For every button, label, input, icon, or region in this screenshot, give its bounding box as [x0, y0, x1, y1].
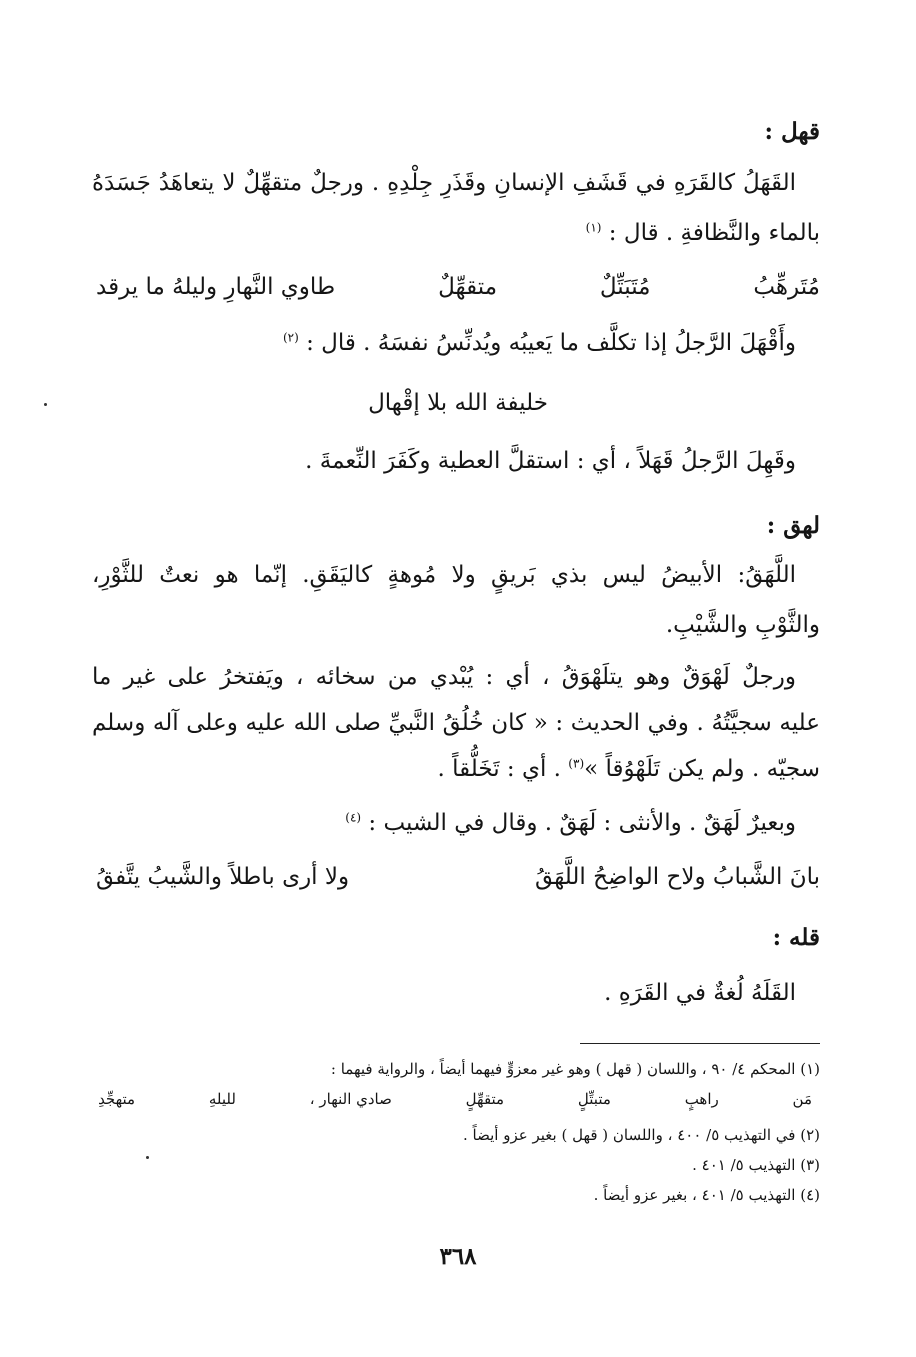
scan-speck [44, 403, 47, 406]
entry-lahq-definition-line-1: اللَّهَقُ: الأبيضُ ليس بذي بَريقٍ ولا مُوهةٍ كاليَقَقِ. إنّما هو نعتٌ للثَّوْرِ، [92, 562, 796, 588]
footnote-verse-word: راهبٍ [684, 1090, 719, 1108]
scan-speck [146, 1156, 149, 1159]
footnote-verse-word: صادي النهار ، [309, 1090, 392, 1108]
entry-qalah-definition: القَلَهُ لُغةٌ في القَرَهِ . [604, 980, 796, 1006]
entry-qahl-definition-line-2-text: بالماء والنَّظافةِ . قال : [608, 220, 820, 246]
verse-word: طاوي النَّهارِ وليلهُ ما يرقد [96, 274, 336, 300]
footnote-verse-word: لليلهِ [208, 1090, 236, 1108]
footnote-3: (٣) التهذيب ٥/ ٤٠١ . [692, 1156, 820, 1174]
footnote-2: (٢) في التهذيب ٥/ ٤٠٠ ، واللسان ( قهل ) بغير عزو أيضاً . [463, 1126, 820, 1144]
entry-lahq-definition-line-2: والثَّوْبِ والشَّيْبِ. [665, 612, 820, 638]
footnote-4: (٤) التهذيب ٥/ ٤٠١ ، بغير عزو أيضاً . [593, 1186, 820, 1204]
entry-qahl-definition-line-2 [96, 220, 820, 246]
entry-heading-qalah: قله : [772, 924, 820, 951]
entry-lahq-verse [96, 864, 820, 890]
footnote-verse-word: متقهِّلٍ [465, 1090, 505, 1108]
entry-lahq-definition-2-line-3-text: سجيّه . ولم يكن تَلَهْوُقاً » [584, 756, 820, 782]
entry-qahl-definition-3: وقَهِلَ الرَّجلُ قَهَلاً ، أي : استقلَّ العطية وكَفَرَ النِّعمةَ . [305, 448, 796, 474]
footnote-ref-2: (٢) [282, 330, 299, 345]
footnote-verse-word: مَن [792, 1090, 812, 1108]
footnote-verse-word: متبتِّلٍ [577, 1090, 611, 1108]
footnote-verse-word: متهجِّدِ [98, 1090, 136, 1108]
entry-qahl-definition-2-text: وأَقْهَلَ الرَّجلُ إذا تكلَّف ما يَعيبُه ويُدنِّسُ نفسَهُ . قال : [306, 330, 796, 356]
entry-qahl-verse-2: خليفة الله بلا إقْهال [368, 390, 548, 416]
entry-qahl-definition-2 [96, 330, 796, 356]
entry-lahq-definition-3 [96, 810, 796, 836]
entry-lahq-definition-2-line-1: ورجلٌ لَهْوَقٌ وهو يتلَهْوَقُ ، أي : يُبْدي من سخائه ، ويَفتخرُ على غير ما [92, 664, 796, 690]
page-number: ٣٦٨ [439, 1243, 477, 1270]
footnote-1: (١) المحكم ٤/ ٩٠ ، واللسان ( قهل ) وهو غير معزوٍّ فيهما أيضاً ، والرواية فيهما : [330, 1060, 820, 1078]
footnote-1-verse [98, 1090, 812, 1108]
verse-word: مُتَرهِّبُ [753, 274, 820, 300]
footnote-ref-4: (٤) [345, 810, 362, 825]
verse-word: متقهِّلٌ [438, 274, 498, 300]
entry-qahl-definition-line-1: القَهَلُ كالقَرَهِ في قَشَفِ الإنسانِ وقَذَرِ جِلْدِهِ . ورجلٌ متقهِّلٌ لا يتعاهَدُ جَسَدَهُ [92, 170, 796, 196]
footnote-ref-1: (١) [585, 220, 602, 235]
entry-heading-lahq: لهق : [766, 512, 820, 539]
entry-lahq-definition-2-line-3-end: . أي : تَخَلُّقاً . [437, 756, 561, 782]
verse-word: مُتَبَتِّلٌ [599, 274, 651, 300]
entry-heading-qahl: قهل : [764, 118, 820, 145]
entry-lahq-definition-2-line-3 [96, 756, 820, 782]
entry-lahq-definition-3-text: وبعيرٌ لَهَقٌ . والأنثى : لَهَقٌ . وقال في الشيب : [368, 810, 796, 836]
entry-qahl-verse-1 [96, 274, 820, 300]
verse-hemistich-2: ولا أرى باطلاً والشَّيبُ يتَّفقُ [96, 864, 350, 890]
footnote-ref-3: (٣) [568, 756, 585, 771]
verse-hemistich-1: بانَ الشَّبابُ ولاح الواضِحُ اللَّهَقُ [535, 864, 820, 890]
footnote-divider [580, 1043, 820, 1044]
entry-lahq-definition-2-line-2: عليه سجيَّتُهُ . وفي الحديث : « كان خُلُقُ النَّبيِّ صلى الله عليه وعلى آله وسلم [92, 710, 820, 736]
